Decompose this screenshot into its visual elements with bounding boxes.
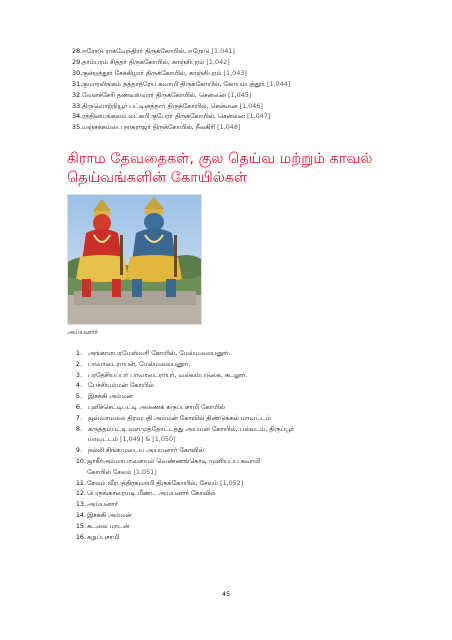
list-item: 35.மஞ்சக்கம்பை நாகராஜர் திருக்கோயில், நீலகிரி [1,048] [72,123,241,132]
temple-list-continued [72,46,432,133]
photo-illustration [68,195,201,324]
village-deity-temple-list [70,348,410,542]
list-item: 5. இசக்கி அம்மன் [75,392,133,401]
citation-ref[interactable]: [1,047] [246,112,271,121]
list-item: 12. பெருங்காரையடி மீண்ட அய்யனார் கோவில் [75,489,216,498]
section-heading: கிராம தேவதைகள், குல தெய்வ மற்றும் காவல் தெய்வங்களின் கோயில்கள் [67,151,373,186]
list-item: 14. இசக்கி அம்மன் [75,510,132,519]
list-item: 30.குன்றத்தூர் சேக்கிழார் திருக்கோயில், காஞ்சிபுரம் [1,043] [72,68,247,77]
list-item: 6. புளிச்செட்டிபட்டி அணைக் கருப்பசாமி கோயில் [75,402,225,411]
list-item: 31.குமாரலிங்கம் தத்தாத்ரேய சுவாமி திருக்கோயில், கோயம்புத்தூர் [1,044] [72,79,291,88]
citation-ref[interactable]: [1,042] [206,57,230,66]
list-item: 13. அய்யனார் [75,500,118,509]
photo-caption: அய்யனார் [67,328,98,336]
list-item: 34.ரத்தினமங்கலம் லட்சுமி குபேரர் திருக்கோயில், சென்னை [1,047] [72,112,271,121]
list-item: 28.ஈரோடு ராகவேந்திரர் திருக்கோயில், ஈரோடு [1,041] [72,47,235,55]
list-item: 29.தாம்பரம் சித்தர் திருக்கோயில், காஞ்சிபுரம் [1,042] [72,57,230,66]
list-item: 11. சேலம் வீரபத்திரசுவாமி திருக்கோயில், சேலம் [1,052] [75,478,244,487]
list-item: 16. கறுப்புசாமி [75,532,120,541]
ayyanar-statue-photo [67,194,202,325]
citation-ref[interactable]: [1,048] [217,123,241,132]
citation-ref[interactable]: [1,046] [239,101,263,110]
list-item: 4. பேச்சியம்மன் கோயில் [75,381,154,390]
citation-ref[interactable]: [1,051] [133,467,157,476]
list-item: 9. நல்லி சிங்கமுடைய அய்யனார் கோவில் [75,446,204,455]
list-item: 2. பாவாடைராயன், மேல்மலையனூர். [75,359,191,368]
citation-ref[interactable]: [1,052] [220,478,244,487]
citation-ref[interactable]: [1,041] [211,47,235,55]
list-item: 8. கருத்தம்பட்டி வளமுத்தோட்டத்து அய்யன் கோயில், பல்லடம், திருப்பூர் மாவட்டம் [1,049] & [1,050] [75,424,295,444]
page-number: 45 [221,590,231,598]
list-item: 15. சுடலை மாடன் [75,521,130,530]
list-item: 7. ஜவ்வாமலை திரவுபதி அம்மன் கோவில் திண்டுக்கல் மாவட்டம் [75,413,271,422]
list-item: 10. ஜாகீர்அம்மாபாளையம் வெண்ணங்கொடி முனியப்ப சுவாமி கோயில் சேலம் [1,051] [75,456,261,476]
citation-ref[interactable]: [1,049] & [1,050] [119,435,176,444]
citation-ref[interactable]: [1,045] [227,90,252,99]
list-item: 32.வேளச்சேரி தண்டீஸ்வரர் திருக்கோயில், சென்னை [1,045] [72,90,252,99]
citation-ref[interactable]: [1,044] [267,79,291,88]
citation-ref[interactable]: [1,043] [223,68,247,77]
list-item: 33.திருவொற்றியூர் பட்டினத்தார் திருக்கோயில், சென்னை [1,046] [72,101,263,110]
list-item: 1. அங்காளபரமேஸ்வரி கோயில், மேல்மலையனூர். [75,349,231,357]
list-item: 3. பரதேசியப்பர் பாவாடைராயர், வல்லம்படுகை, கடலூர். [75,370,248,379]
